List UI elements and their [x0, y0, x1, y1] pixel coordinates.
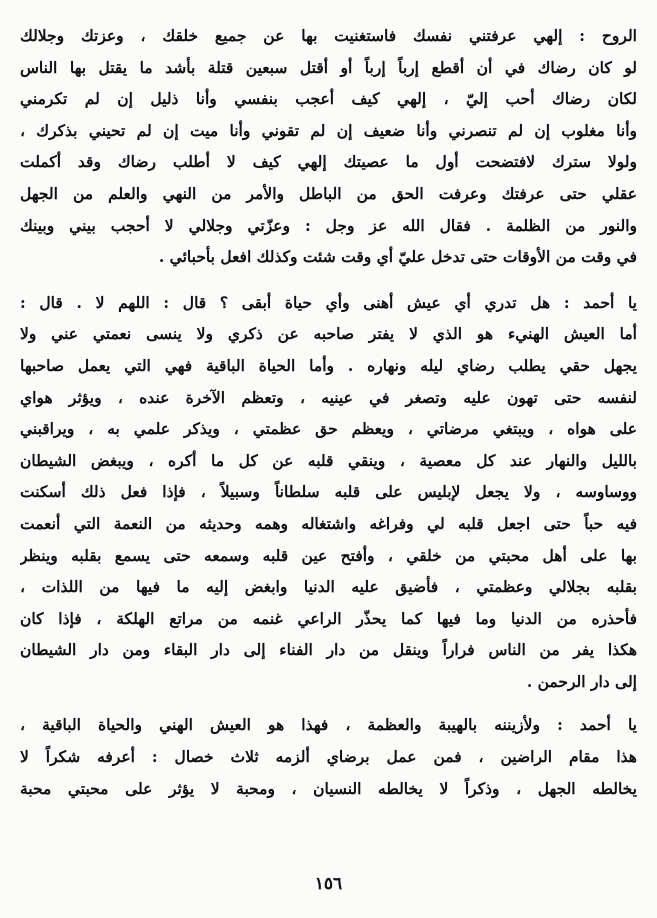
text-line: فيه حباً حتى اجعل قلبه لي وفراغه واشتغاله وهمه وحديثه من النعمة التي أنعمت [20, 513, 637, 533]
text-line: فأحذره من الدنيا وما فيها كما يحذّر الراعي غنمه من مراتع الهلكة ، فإذا كان [20, 608, 637, 628]
paragraph-gap [20, 697, 637, 709]
text-line: لنفسه حتى تهون عليه وتصغر في عينيه ، وتعظم الآخرة عنده ، ويؤثر هواي [20, 387, 637, 407]
book-page [20, 20, 637, 898]
text-line: يخالطه الجهل ، وذكراً لا يخالطه النسيان ، ومحبة لا يؤثر على محبتي محبة [20, 778, 637, 798]
paragraph-gap [20, 273, 637, 287]
text-line: أما العيش الهنيء هو الذي لا يفتر صاحبه عن ذكري ولا ينسى نعمتي عني ولا [20, 324, 637, 344]
text-line: الروح : إلهي عرفتني نفسك فاستغنيت بها عن جميع خلقك ، وعزتك وجلالك [20, 26, 637, 45]
text-line: ووساوسه ، ولا يجعل لإبليس على قلبه سلطاناً وسبيلاً ، فإذا فعل ذلك أسكنت [20, 482, 637, 502]
paragraph-station-of-contentment [20, 709, 637, 804]
paragraph-pleasant-life [20, 287, 637, 698]
text-line: يا أحمد : هل تدري أي عيش أهنى وأي حياة أبقى ؟ قال : اللهم لا . قال : [20, 292, 637, 312]
text-line: لو كان رضاك في أن أقطع إرباً إرباً أو أقتل سبعين قتلة بأشد ما يقتل بها الناس [20, 57, 637, 77]
text-line: بالليل والنهار عند كل معصية ، وينقي قلبه عن كل ما أكره ، ويبغض الشيطان [20, 450, 637, 470]
text-line: لكان رضاك أحب إليّ ، إلهي كيف أعجب بنفسي وأنا ذليل إن لم تكرمني [20, 89, 637, 109]
text-line: في وقت من الأوقات حتى تدخل عليّ أي وقت شئت وكذلك افعل بأحبائي . [158, 247, 637, 267]
text-line: وأنا مغلوب إن لم تنصرني وأنا ضعيف إن لم تقوني وأنا ميت إن لم تحيني بذكرك ، [20, 120, 637, 140]
text-line: والنور من الظلمة . فقال الله عز وجل : وعزّتي وجلالي لا أحجب بيني وبينك [20, 215, 637, 235]
page-number: ١٥٦ [314, 874, 343, 894]
text-line: هكذا يفر من الناس فراراً وينقل من دار الفناء إلى دار البقاء ومن دار الشيطان [20, 640, 637, 660]
text-line: عقلي حتى عرفتك وعرفت الحق من الباطل والأمر من النهي والعلم من الجهل [20, 183, 637, 203]
text-line: إلى دار الرحمن . [526, 671, 637, 691]
text-line: ولولا سترك لافتضحت أول ما عصيتك إلهي كيف لا أطلب رضاك وقد أكملت [20, 152, 637, 172]
text-line: يجهل حقي يطلب رضاي ليله ونهاره . وأما الحياة الباقية فهي التي يعمل صاحبها [20, 355, 637, 375]
text-line: على هواه ، ويبتغي مرضاتي ، ويعظم حق عظمتي ، ويذكر علمي به ، ويراقبني [20, 419, 637, 439]
text-line: بها على أهل محبتي من خلقي ، وأفتح عين قلبه وسمعه حتى يسمع بقلبه وينظر [20, 545, 637, 565]
text-line: هذا مقام الراضين ، فمن عمل برضاي ألزمه ثلاث خصال : أعرفه شكراً لا [20, 747, 637, 767]
text-line: بقلبه بجلالي وعظمتي ، فأضيق عليه الدنيا وابغض إليه ما فيها من اللذات ، [20, 577, 637, 597]
paragraph-spirit-dialogue [20, 20, 637, 273]
text-line: يا أحمد : ولأزيننه بالهيبة والعظمة ، فهذا هو العيش الهني والحياة الباقية ، [20, 715, 637, 735]
